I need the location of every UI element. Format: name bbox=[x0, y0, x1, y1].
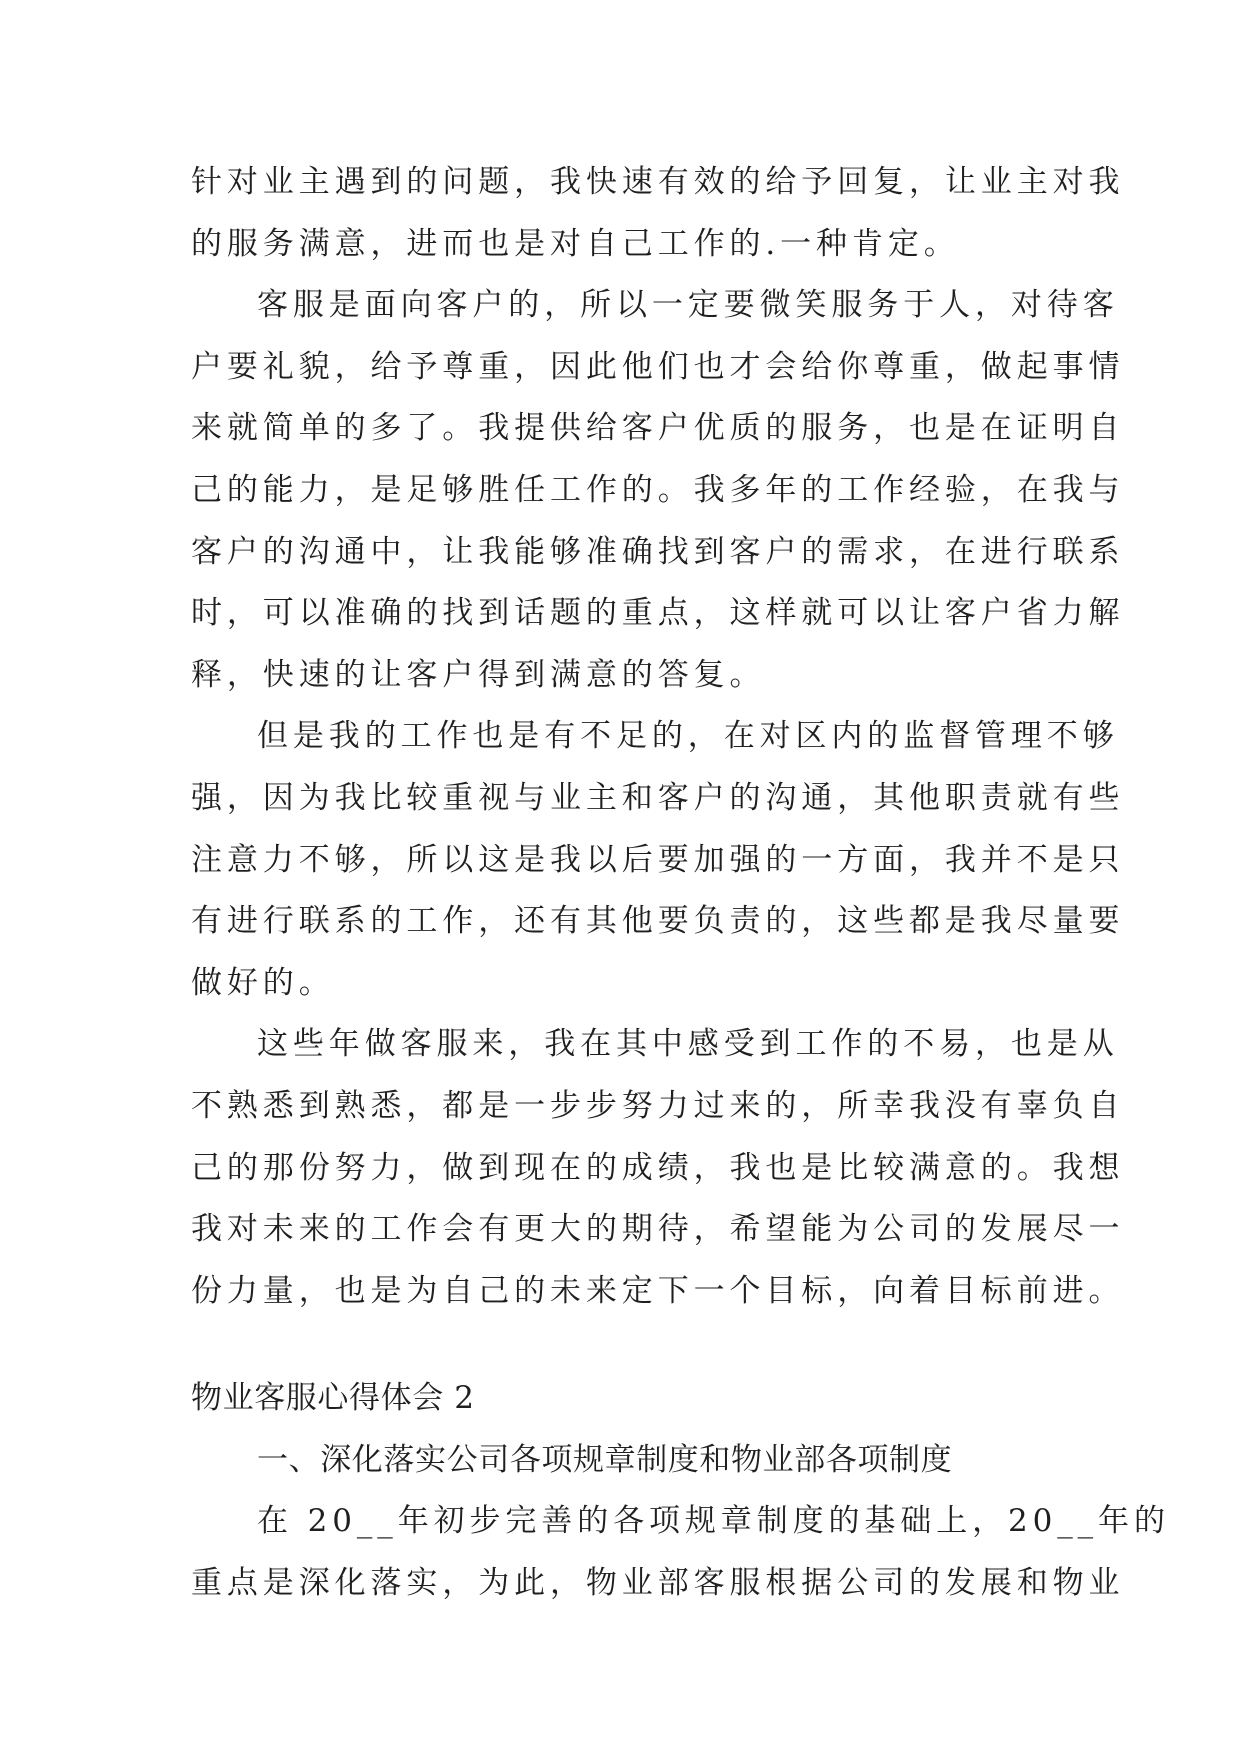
text-line: 针对业主遇到的问题，我快速有效的给予回复，让业主对我 bbox=[191, 164, 1125, 200]
text-line: 客户的沟通中，让我能够准确找到客户的需求，在进行联系 bbox=[191, 533, 1125, 570]
text-line: 强，因为我比较重视与业主和客户的沟通，其他职责就有些 bbox=[191, 779, 1125, 816]
text-line: 这些年做客服来，我在其中感受到工作的不易，也是从 bbox=[257, 1026, 1119, 1063]
text-line: 有进行联系的工作，还有其他要负责的，这些都是我尽量要 bbox=[191, 903, 1125, 940]
text-line: 份力量，也是为自己的未来定下一个目标，向着目标前进。 bbox=[191, 1272, 1125, 1309]
text-line: 时，可以准确的找到话题的重点，这样就可以让客户省力解 bbox=[191, 595, 1125, 632]
paragraph-1 bbox=[191, 162, 1125, 285]
text-line: 的服务满意，进而也是对自己工作的.一种肯定。 bbox=[191, 225, 960, 262]
text-line: 一、深化落实公司各项规章制度和物业部各项制度 bbox=[257, 1441, 953, 1478]
paragraph-3 bbox=[191, 716, 1125, 1024]
text-line: 释，快速的让客户得到满意的答复。 bbox=[191, 656, 766, 693]
text-line: 来就简单的多了。我提供给客户优质的服务，也是在证明自 bbox=[191, 410, 1125, 447]
text-line: 客服是面向客户的，所以一定要微笑服务于人，对待客 bbox=[257, 287, 1119, 324]
text-line: 己的能力，是足够胜任工作的。我多年的工作经验，在我与 bbox=[191, 471, 1125, 508]
text-line: 在 20__年初步完善的各项规章制度的基础上，20__年的 bbox=[257, 1503, 1170, 1540]
text-line: 我对未来的工作会有更大的期待，希望能为公司的发展尽一 bbox=[191, 1211, 1125, 1248]
text-line: 己的那份努力，做到现在的成绩，我也是比较满意的。我想 bbox=[191, 1149, 1125, 1186]
text-line: 做好的。 bbox=[191, 964, 335, 1001]
paragraph-2 bbox=[191, 285, 1125, 716]
section-paragraph-2 bbox=[191, 1501, 1170, 1624]
text-line: 但是我的工作也是有不足的，在对区内的监督管理不够 bbox=[257, 718, 1119, 755]
text-line: 重点是深化落实，为此，物业部客服根据公司的发展和物业 bbox=[191, 1565, 1125, 1602]
text-line: 注意力不够，所以这是我以后要加强的一方面，我并不是只 bbox=[191, 841, 1125, 878]
section-paragraph-1 bbox=[191, 1440, 1057, 1502]
paragraph-4 bbox=[191, 1024, 1125, 1332]
section-title: 物业客服心得体会 2 bbox=[191, 1380, 475, 1417]
text-line: 不熟悉到熟悉，都是一步步努力过来的，所幸我没有辜负自 bbox=[191, 1087, 1125, 1124]
document-body bbox=[191, 162, 1170, 1625]
text-line: 户要礼貌，给予尊重，因此他们也才会给你尊重，做起事情 bbox=[191, 348, 1125, 385]
